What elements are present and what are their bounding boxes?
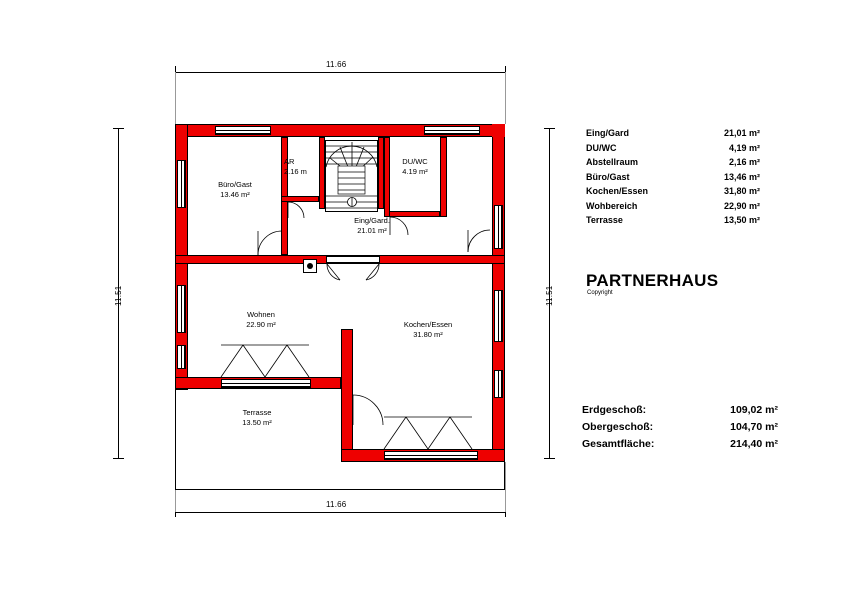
room-name: Eing/Gard. <box>354 216 390 225</box>
legend-value: 13,50 m² <box>723 215 760 225</box>
left-dimension-label: 11.51 <box>114 285 123 306</box>
brand-copyright: Copyright <box>587 290 613 296</box>
room-name: Kochen/Essen <box>403 320 453 329</box>
legend-label: Büro/Gast <box>586 171 630 182</box>
room-name: Büro/Gast <box>218 180 252 189</box>
room-label-du-wc <box>392 157 438 177</box>
totals-label: Erdgeschoß: <box>582 404 647 416</box>
legend-value: 31,80 m² <box>723 186 760 196</box>
wall-vertical-center-lower <box>341 329 353 450</box>
legend-label: Terrasse <box>586 215 623 225</box>
room-label-buro-gast <box>198 180 272 200</box>
legend-value: 2,16 m² <box>728 157 760 167</box>
legend-label: Kochen/Essen <box>586 186 649 196</box>
room-area: 4.19 m² <box>402 167 428 176</box>
room-label-kochen-essen <box>391 320 465 340</box>
partition-duwc-left-wall <box>384 137 390 217</box>
window-right-lower-b <box>494 370 503 398</box>
totals-label: Obergeschoß: <box>582 421 654 433</box>
legend-label: Wohbereich <box>586 200 638 211</box>
window-left-lower-a <box>177 285 186 333</box>
top-dimension-label: 11.66 <box>326 60 347 69</box>
totals-value: 104,70 m² <box>730 421 778 433</box>
window-bottom-kitchen <box>384 451 478 460</box>
left-dimension-tick-top <box>113 128 124 129</box>
room-label-ar <box>284 157 318 177</box>
right-dimension-tick-top <box>544 128 555 129</box>
room-label-terrasse <box>222 408 292 428</box>
legend-label: Abstellraum <box>586 157 639 167</box>
room-area: 21.01 m² <box>357 226 387 235</box>
right-dimension-tick-bottom <box>544 458 555 459</box>
room-area: 13.46 m² <box>220 190 250 199</box>
brand-title: PARTNERHAUS <box>586 271 719 290</box>
entrance-door-opening <box>326 256 380 263</box>
room-name: Terrasse <box>242 408 272 417</box>
window-right-lower-a <box>494 290 503 342</box>
legend-value: 4,19 m² <box>728 142 760 153</box>
room-area: 22.90 m² <box>246 320 276 329</box>
totals-value: 109,02 m² <box>730 404 778 416</box>
legend-label: Eing/Gard <box>586 128 630 138</box>
room-name: AR <box>284 157 295 166</box>
room-label-wohnen <box>226 310 296 330</box>
legend-value: 13,46 m² <box>723 171 760 182</box>
window-bottom-terrace <box>221 379 311 388</box>
extension-line-top-right <box>505 72 506 124</box>
window-right-upper <box>494 205 503 249</box>
window-top-left <box>215 126 271 135</box>
totals-label: Gesamtfläche: <box>582 438 655 450</box>
bottom-dimension-line <box>175 512 505 513</box>
totals-value: 214,40 m² <box>730 438 778 450</box>
window-top-right <box>424 126 480 135</box>
legend-value: 21,01 m² <box>723 128 760 138</box>
room-area: 13.50 m² <box>242 418 272 427</box>
partition-ar-bottom <box>281 196 319 202</box>
right-dimension-label: 11.51 <box>545 285 554 306</box>
extension-line-bottom-right <box>505 462 506 512</box>
wall-right-lower <box>492 255 505 462</box>
legend-value: 22,90 m² <box>723 200 760 211</box>
staircase <box>325 140 378 212</box>
extension-line-top-left <box>175 72 176 124</box>
room-area: 2.16 m <box>284 167 307 176</box>
top-dimension-line <box>175 72 505 73</box>
corner-hatch-top-right <box>492 124 505 137</box>
wall-fixture-dot <box>307 263 313 269</box>
room-area: 31.80 m² <box>413 330 443 339</box>
room-label-eing-gard <box>337 216 407 236</box>
left-dimension-tick-bottom <box>113 458 124 459</box>
bottom-dimension-label: 11.66 <box>326 500 347 509</box>
window-left-upper <box>177 160 186 208</box>
room-name: DU/WC <box>402 157 428 166</box>
room-name: Wohnen <box>247 310 275 319</box>
legend-label: DU/WC <box>586 142 617 153</box>
window-left-lower-b <box>177 345 186 369</box>
partition-duwc-right <box>440 137 447 217</box>
